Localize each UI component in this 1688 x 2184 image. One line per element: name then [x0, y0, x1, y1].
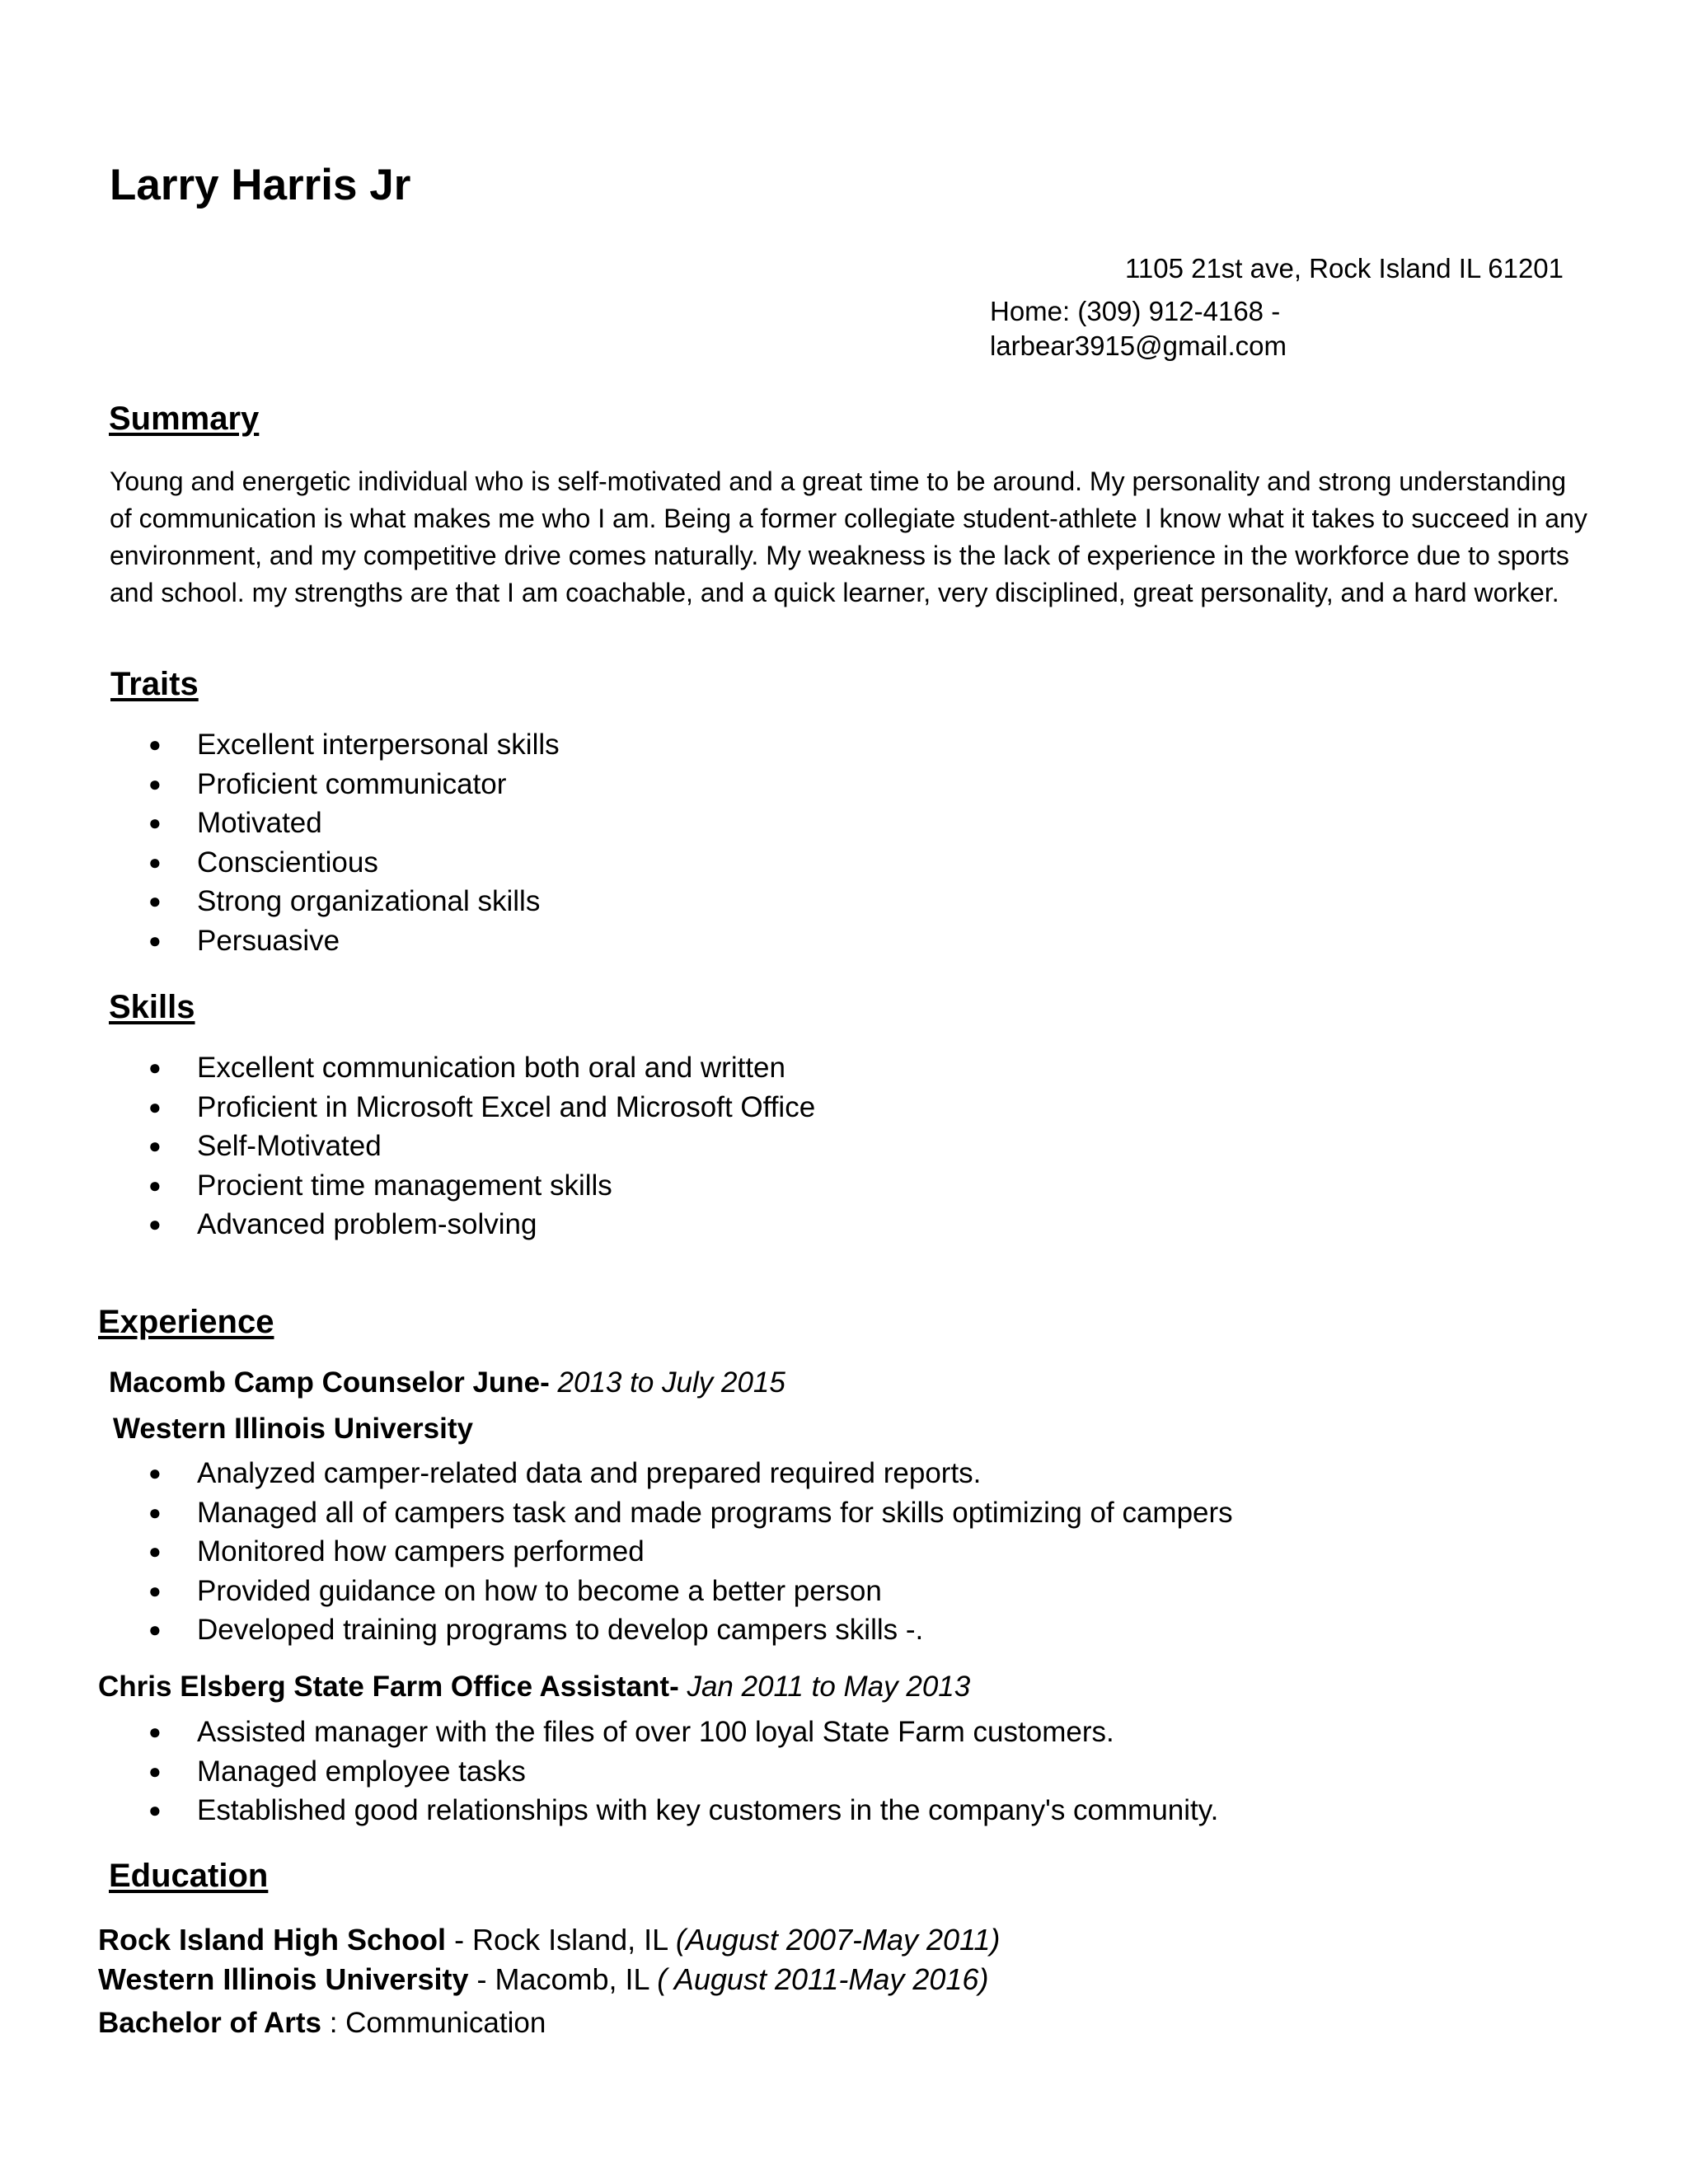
list-item: ● Provided guidance on how to become a better person [109, 1572, 1233, 1611]
list-item: ● Proficient in Microsoft Excel and Microsoft Office [109, 1088, 815, 1127]
email: larbear3915@gmail.com [990, 330, 1287, 361]
job-dates: 2013 to July 2015 [549, 1366, 785, 1399]
list-item: ● Developed training programs to develop campers skills -. [109, 1610, 1233, 1650]
job-2-list [109, 1713, 1218, 1830]
list-item: ● Procient time management skills [109, 1166, 815, 1206]
traits-heading: Traits [110, 666, 199, 702]
school-name: Western Illinois University [98, 1962, 469, 1996]
summary-heading: Summary [109, 401, 260, 437]
list-item: ● Managed all of campers task and made programs for skills optimizing of campers [109, 1493, 1233, 1533]
list-item: ● Persuasive [109, 921, 560, 961]
list-item: ● Self-Motivated [109, 1127, 815, 1166]
skills-heading: Skills [109, 989, 195, 1025]
list-item: ● Managed employee tasks [109, 1752, 1218, 1792]
job-dates: Jan 2011 to May 2013 [678, 1671, 971, 1703]
school-dates: ( August 2011-May 2016) [657, 1962, 989, 1996]
list-item: ● Motivated [109, 804, 560, 843]
list-item: ● Strong organizational skills [109, 882, 560, 921]
address: 1105 21st ave, Rock Island IL 61201 [1124, 253, 1564, 284]
candidate-name: Larry Harris Jr [110, 161, 411, 209]
list-item: ● Advanced problem-solving [109, 1205, 815, 1244]
job-title: Macomb Camp Counselor June- [109, 1366, 550, 1399]
degree [98, 2004, 546, 2042]
list-item: ● Monitored how campers performed [109, 1532, 1233, 1572]
school-location: - Rock Island, IL [446, 1923, 676, 1957]
education-entry-1 [98, 1921, 1000, 1959]
degree-value: : Communication [321, 2007, 546, 2039]
school-location: - Macomb, IL [468, 1962, 658, 1996]
degree-label: Bachelor of Arts [98, 2007, 321, 2039]
school-name: Rock Island High School [98, 1923, 447, 1957]
school-dates: (August 2007-May 2011) [675, 1923, 1001, 1957]
education-heading: Education [109, 1858, 269, 1894]
summary-text: Young and energetic individual who is self-motivated and a great time to be around. My personality and strong understanding of communication is what makes me who I am. Being a former collegiate student-athlete I know what it takes to succeed in any environment, and my competitive drive comes naturally. My weakness is the lack of experience in the workforce due to sports and school. my strengths are that I am coachable, and a quick learner, very disciplined, great personality, and a hard worker. [110, 466, 1587, 607]
skills-list [109, 1048, 815, 1244]
phone: Home: (309) 912-4168 - [990, 296, 1281, 326]
list-item: ● Proficient communicator [109, 765, 560, 804]
traits-list [109, 725, 560, 961]
list-item: ● Established good relationships with key customers in the company's community. [109, 1791, 1218, 1830]
list-item: ● Excellent communication both oral and written [109, 1048, 815, 1088]
education-entry-2 [98, 1961, 988, 1999]
job-title: Chris Elsberg State Farm Office Assistant- [98, 1671, 679, 1703]
list-item: ● Excellent interpersonal skills [109, 725, 560, 765]
job-1-list [109, 1454, 1233, 1650]
list-item: ● Analyzed camper-related data and prepared required reports. [109, 1454, 1233, 1493]
experience-heading: Experience [98, 1304, 274, 1340]
list-item: ● Assisted manager with the files of over 100 loyal State Farm customers. [109, 1713, 1218, 1752]
list-item: ● Conscientious [109, 843, 560, 883]
job-employer: Western Illinois University [113, 1413, 473, 1445]
job-title-2 [98, 1669, 970, 1705]
job-title-1 [109, 1365, 785, 1401]
